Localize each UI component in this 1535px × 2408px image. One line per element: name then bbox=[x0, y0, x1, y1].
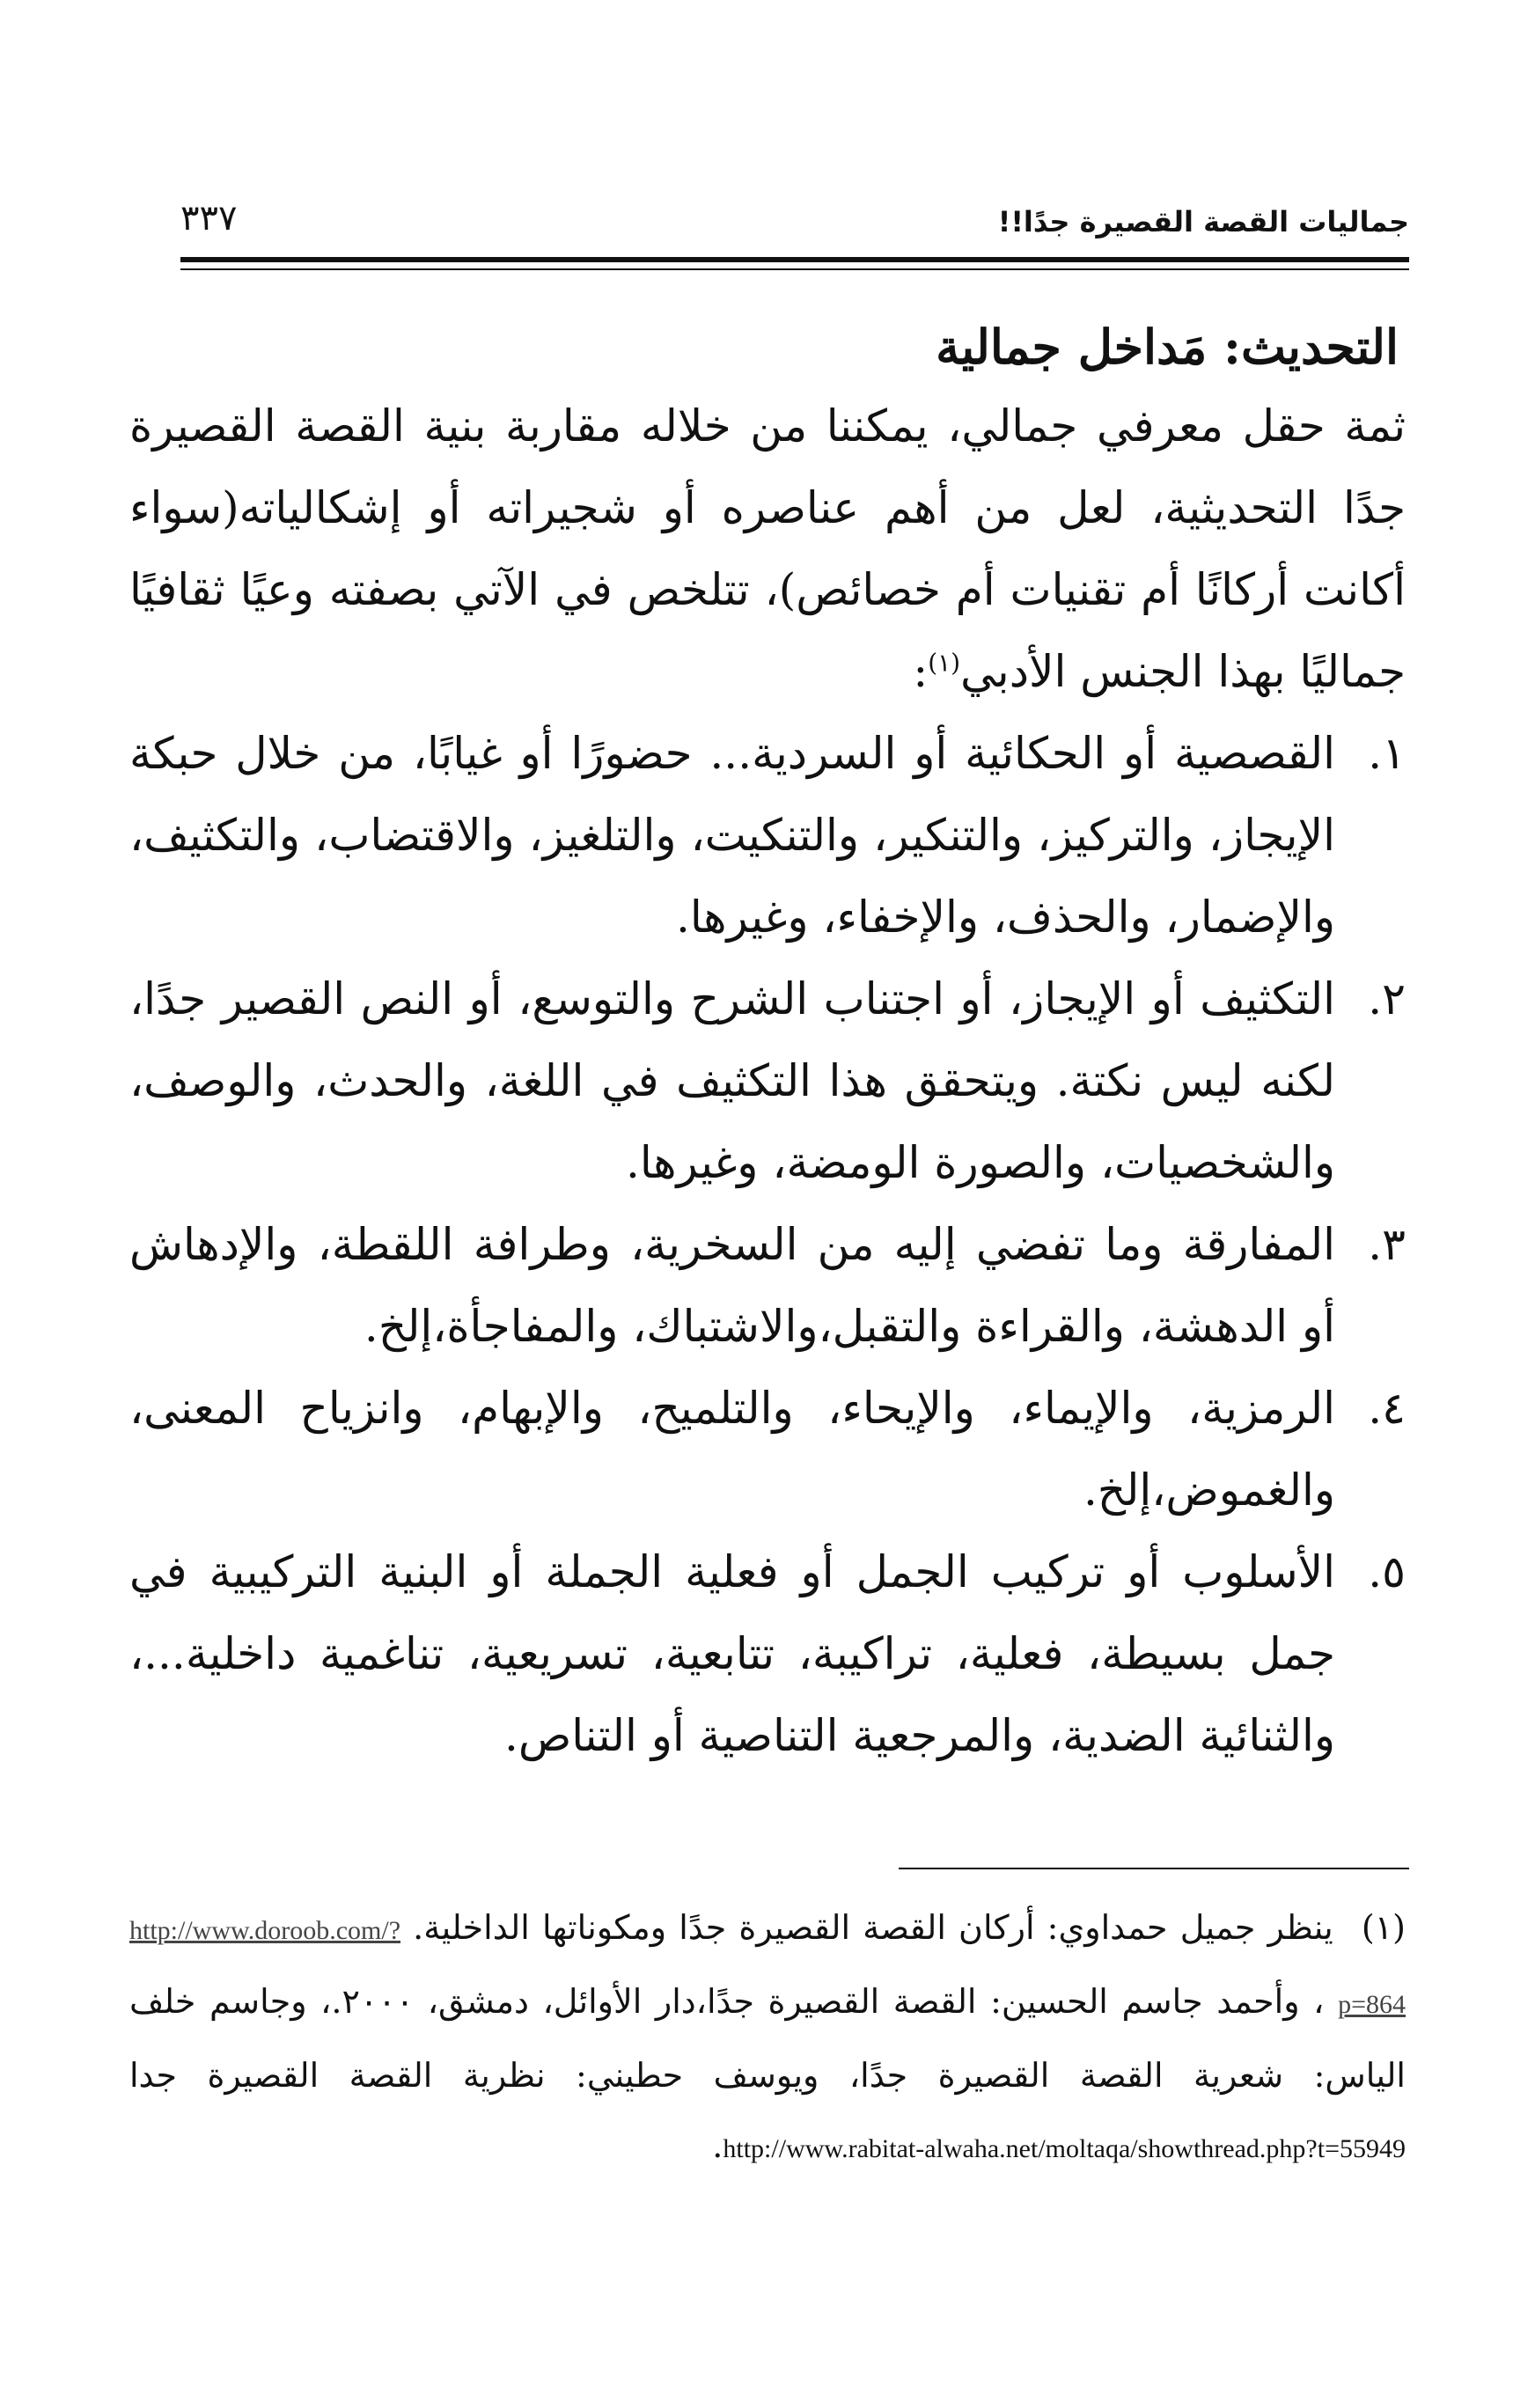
list-item-number: ٢. bbox=[1368, 973, 1406, 1024]
list-item-number: ٤. bbox=[1368, 1383, 1406, 1434]
running-title: جماليات القصة القصيرة جدًا!! bbox=[997, 205, 1409, 239]
footnote-link-doroob[interactable]: http://www.doroob.com/?p=864 bbox=[129, 1916, 1406, 2019]
list-item-text: المفارقة وما تفضي إليه من السخرية، وطرافة اللقطة، والإدهاش أو الدهشة، والقراءة والتقبل،والاشتباك، والمفاجأة،إلخ. bbox=[129, 1219, 1335, 1352]
section-title: التحديث: مَداخل جمالية bbox=[936, 319, 1399, 375]
footnote-text-part2: ، وأحمد جاسم الحسين: القصة القصيرة جدًا،دار الأوائل، دمشق، ٢٠٠٠.، وجاسم خلف الياس: شعرية القصة القصيرة جدًا، ويوسف حطيني: نظرية القصة القصيرة جدا bbox=[129, 1982, 1406, 2095]
list-item-text: القصصية أو الحكائية أو السردية... حضورًا أو غيابًا، من خلال حبكة الإيجاز، والتركيز، والتنكير، والتنكيت، والتلغيز، والاقتضاب، والتكثيف، والإضمار، والحذف، والإخفاء، وغيرها. bbox=[129, 728, 1335, 943]
list-item bbox=[129, 1204, 1406, 1368]
footnote-end: . bbox=[712, 2126, 723, 2165]
intro-text: ثمة حقل معرفي جمالي، يمكننا من خلاله مقاربة بنية القصة القصيرة جدًا التحديثية، لعل من أهم عناصره أو شجيراته أو إشكالياته(سواء أكانت أركانًا أم تقنيات أم خصائص)، تتلخص في الآتي بصفته وعيًا ثقافيًا جماليًا بهذا الجنس الأدبي bbox=[129, 400, 1406, 697]
header-rule-thick bbox=[180, 257, 1409, 262]
list-item-number: ٣. bbox=[1368, 1219, 1406, 1270]
footnote-reference[interactable]: (١) bbox=[928, 648, 961, 678]
list-item bbox=[129, 1368, 1406, 1531]
footnote-text-part1: ينظر جميل حمداوي: أركان القصة القصيرة جدًا ومكوناتها الداخلية. bbox=[413, 1908, 1333, 1947]
list-item bbox=[129, 958, 1406, 1204]
footnote-number: (١) bbox=[1361, 1908, 1406, 1947]
list-item-text: التكثيف أو الإيجاز، أو اجتناب الشرح والتوسع، أو النص القصير جدًا، لكنه ليس نكتة. ويتحقق هذا التكثيف في اللغة، والحدث، والوصف، والشخصيات، والصورة الومضة، وغيرها. bbox=[129, 973, 1335, 1188]
page-header bbox=[180, 198, 1409, 251]
footnotes bbox=[129, 1892, 1406, 2184]
list-item-number: ٥. bbox=[1368, 1546, 1406, 1597]
page-number: ٣٣٧ bbox=[180, 198, 238, 239]
intro-colon: : bbox=[913, 646, 929, 697]
elements-list bbox=[129, 713, 1406, 1777]
list-item-text: الأسلوب أو تركيب الجمل أو فعلية الجملة أو البنية التركيبية في جمل بسيطة، فعلية، تراكيبة، تتابعية، تسريعية، تناغمية داخلية...، والثنائية الضدية، والمرجعية التناصية أو التناص. bbox=[129, 1546, 1335, 1761]
footnote-link-rabitat[interactable]: http://www.rabitat-alwaha.net/moltaqa/showthread.php?t=55949 bbox=[723, 2134, 1406, 2163]
main-content bbox=[129, 308, 1406, 1777]
list-item-number: ١. bbox=[1368, 728, 1406, 779]
list-item bbox=[129, 713, 1406, 958]
list-item-text: الرمزية، والإيماء، والإيحاء، والتلميح، والإبهام، وانزياح المعنى، والغموض،إلخ. bbox=[129, 1383, 1335, 1516]
footnote-separator bbox=[899, 1868, 1409, 1869]
list-item bbox=[129, 1531, 1406, 1777]
intro-paragraph bbox=[129, 385, 1406, 713]
header-rule-thin bbox=[180, 268, 1409, 270]
